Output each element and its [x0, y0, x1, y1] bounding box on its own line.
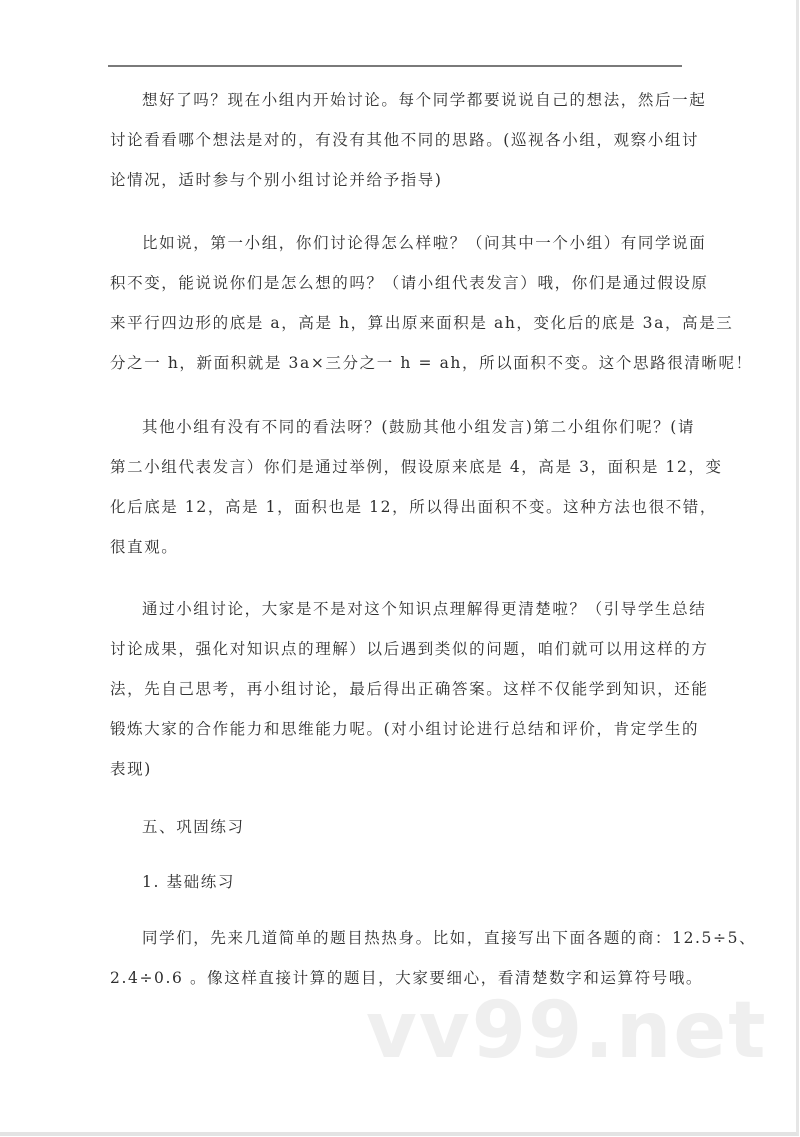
text-line: 化后底是 12，高是 1，面积也是 12，所以得出面积不变。这种方法也很不错，	[110, 498, 717, 516]
watermark: vv99.net	[366, 986, 768, 1076]
text-line: 想好了吗？现在小组内开始讨论。每个同学都要说说自己的想法，然后一起	[142, 91, 707, 109]
text-line: 来平行四边形的底是 a，高是 h，算出原来面积是 ah，变化后的底是 3a，高是三	[110, 314, 734, 332]
header-rule	[108, 65, 682, 67]
text-line: 表现)	[110, 760, 152, 778]
text-line: 分之一 h，新面积就是 3a×三分之一 h = ah，所以面积不变。这个思路很清晰呢！	[110, 354, 753, 372]
text-line: 第二小组代表发言）你们是通过举例，假设原来底是 4，高是 3，面积是 12，变	[110, 458, 723, 476]
paragraph-discussion-summary	[110, 589, 709, 789]
section-heading: 五、巩固练习	[142, 818, 245, 836]
text-line: 很直观。	[110, 538, 179, 556]
text-line: 锻炼大家的合作能力和思维能力呢。(对小组讨论进行总结和评价，肯定学生的	[110, 720, 700, 738]
text-line: 其他小组有没有不同的看法呀？(鼓励其他小组发言)第二小组你们呢？(请	[142, 418, 696, 436]
text-line: 讨论成果，强化对知识点的理解）以后遇到类似的问题，咱们就可以用这样的方	[110, 640, 709, 658]
paragraph-group-discussion	[110, 80, 707, 200]
text-line: 论情况，适时参与个别小组讨论并给予指导)	[110, 171, 443, 189]
text-line: 积不变，能说说你们是怎么想的吗？（请小组代表发言）哦，你们是通过假设原	[110, 274, 709, 292]
text-line: 比如说，第一小组，你们讨论得怎么样啦？（问其中一个小组）有同学说面	[142, 234, 707, 252]
text-line: 法，先自己思考，再小组讨论，最后得出正确答案。这样不仅能学到知识，还能	[110, 680, 709, 698]
paragraph-group-two-answer	[110, 407, 723, 567]
text-line: 2.4÷0.6 。像这样直接计算的题目，大家要细心，看清楚数字和运算符号哦。	[110, 969, 704, 987]
subsection-heading: 1. 基础练习	[142, 873, 235, 891]
text-line: 同学们，先来几道简单的题目热热身。比如，直接写出下面各题的商：12.5÷5、	[142, 929, 757, 947]
paragraph-group-one-answer	[110, 223, 753, 383]
text-line: 通过小组讨论，大家是不是对这个知识点理解得更清楚啦？（引导学生总结	[142, 600, 707, 618]
text-line: 讨论看看哪个想法是对的，有没有其他不同的思路。(巡视各小组，观察小组讨	[110, 131, 700, 149]
